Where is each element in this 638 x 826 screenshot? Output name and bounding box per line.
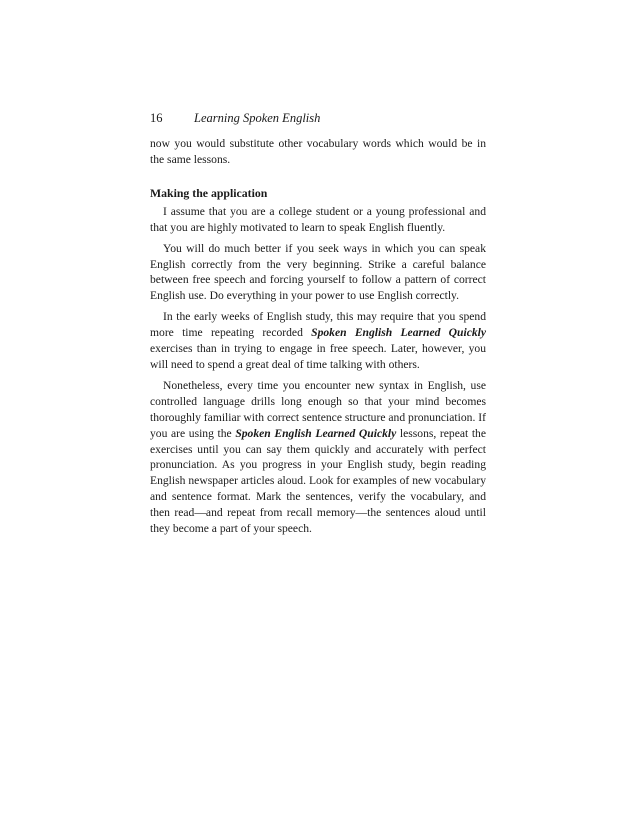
page-number: 16: [150, 111, 163, 125]
paragraph-4-text-after: lessons, repeat the exercises until you can say them quickly and accurately with perfect pronunciation. As you progress in your English study, begin reading English newspaper articles aloud. Look for examples of new vocabulary and sentence format. Mark the sentences, verify the vocabulary, and then read—and repeat from recall memory—the sentences aloud until they become a part of your speech.: [150, 426, 486, 536]
book-title-emphasis: Spoken English Learned Quickly: [311, 326, 486, 340]
continuation-paragraph: now you would substitute other vocabulary words which would be in the same lessons.: [150, 137, 486, 166]
paragraph-3: [150, 309, 486, 373]
paragraph-3-text-after: exercises than in trying to engage in free speech. Later, however, you will need to spend a great deal of time talking with others.: [150, 342, 486, 371]
book-page: [150, 110, 486, 537]
paragraph-4: [150, 378, 486, 537]
book-title-emphasis: Spoken English Learned Quickly: [235, 426, 397, 440]
running-head: [150, 110, 486, 126]
paragraph-3-text-before: In the early weeks of English study, this may require that you spend more time repeating recorded: [150, 310, 486, 340]
paragraph-2: You will do much better if you seek ways in which you can speak English correctly from the very beginning. Strike a careful balance between free speech and forcing yourself to follow a pattern of correct English use. Do everything in your power to use English correctly.: [150, 241, 486, 303]
running-head-title: Learning Spoken English: [194, 111, 321, 125]
section-heading: Making the application: [150, 185, 268, 200]
paragraph-1: I assume that you are a college student or a young professional and that you are highly motivated to learn to speak English fluently.: [150, 204, 486, 234]
paragraph-4-text-before: Nonetheless, every time you encounter new syntax in English, use controlled language drills long enough so that your mind becomes thoroughly familiar with correct sentence structure and pronunciation. If you are using the: [150, 378, 486, 440]
